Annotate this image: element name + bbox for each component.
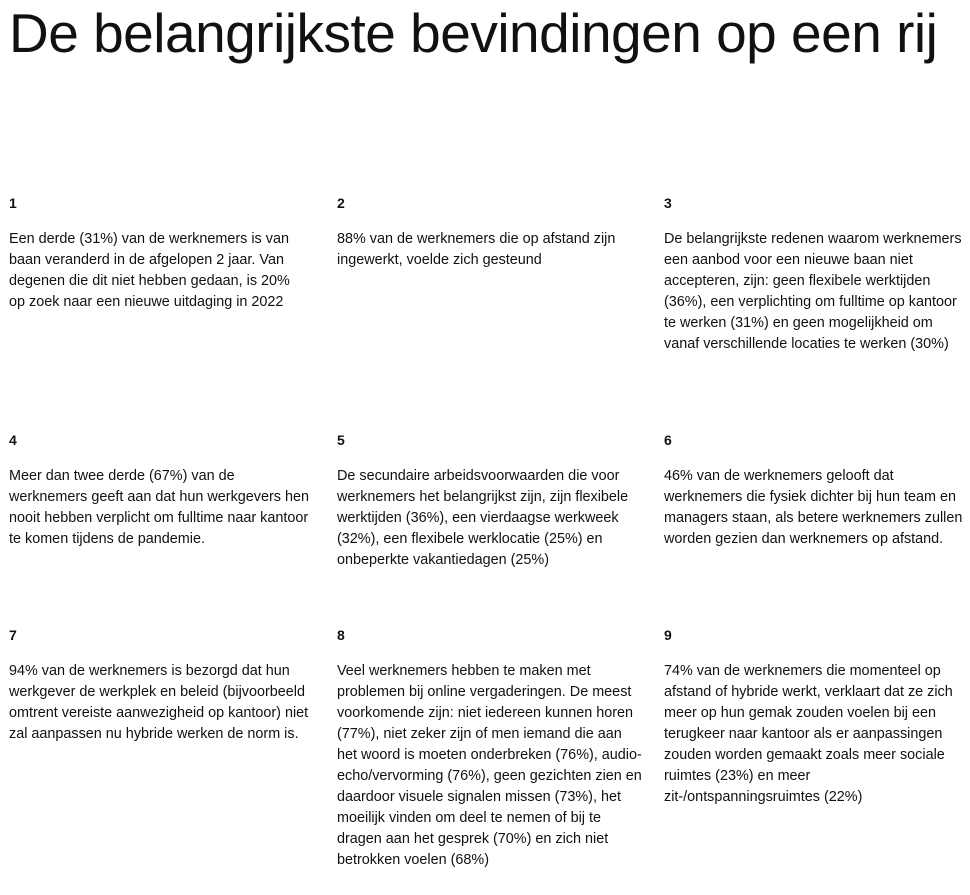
finding-text: 74% van de werknemers die momenteel op afstand of hybride werkt, verklaart dat ze zich meer op hun gemak zouden voelen bij een terugkeer naar kantoor als er aanpassingen zouden worden gemaakt zoals meer sociale ruimtes (23%) en meer zit-/ontspanningsruimtes (22%) — [664, 663, 953, 805]
finding-3 — [664, 194, 969, 352]
finding-number: 6 — [664, 432, 672, 448]
finding-number: 5 — [337, 432, 345, 448]
finding-7 — [9, 626, 309, 742]
finding-number: 1 — [9, 195, 17, 211]
finding-text: Veel werknemers hebben te maken met problemen bij online vergaderingen. De meest voorkomende zijn: niet iedereen kunnen horen (77%), niet zeker zijn of men iemand die aan het woord is moeten onderbreken (76%), audio-echo/vervorming (76%), geen gezichten zien en daardoor visuele signalen missen (73%), het moeilijk vinden om deel te nemen of bij te dragen aan het gesprek (70%) en zich niet betrokken voelen (68%) — [337, 663, 642, 868]
finding-9 — [664, 626, 969, 805]
finding-number: 8 — [337, 627, 345, 643]
finding-text: 94% van de werknemers is bezorgd dat hun werkgever de werkplek en beleid (bijvoorbeeld omtrent vereiste aanwezigheid op kantoor) niet zal aanpassen nu hybride werken de norm is. — [9, 663, 309, 742]
finding-text: Meer dan twee derde (67%) van de werknemers geeft aan dat hun werkgevers hen nooit hebben verplicht om fulltime naar kantoor te komen tijdens de pandemie. — [9, 468, 309, 547]
finding-number: 9 — [664, 627, 672, 643]
finding-text: Een derde (31%) van de werknemers is van baan veranderd in de afgelopen 2 jaar. Van degenen die dit niet hebben gedaan, is 20% op zoek naar een nieuwe uitdaging in 2022 — [9, 231, 290, 310]
finding-number: 2 — [337, 195, 345, 211]
finding-number: 7 — [9, 627, 17, 643]
finding-text: 88% van de werknemers die op afstand zijn ingewerkt, voelde zich gesteund — [337, 231, 616, 268]
finding-number: 3 — [664, 195, 672, 211]
finding-8 — [337, 626, 643, 868]
finding-text: De secundaire arbeidsvoorwaarden die voor werknemers het belangrijkst zijn, zijn flexibele werktijden (36%), een vierdaagse werkweek (32%), een flexibele werklocatie (25%) en onbeperkte vakantiedagen (25%) — [337, 468, 629, 568]
finding-6 — [664, 431, 969, 547]
finding-2 — [337, 194, 643, 268]
finding-5 — [337, 431, 643, 568]
finding-1 — [9, 194, 309, 310]
finding-number: 4 — [9, 432, 17, 448]
finding-text: 46% van de werknemers gelooft dat werknemers die fysiek dichter bij hun team en managers staan, als betere werknemers zullen worden gezien dan werknemers op afstand. — [664, 468, 963, 547]
finding-text: De belangrijkste redenen waarom werknemers een aanbod voor een nieuwe baan niet accepteren, zijn: geen flexibele werktijden (36%), een verplichting om fulltime op kantoor te werken (31%) en geen mogelijkheid om vanaf verschillende locaties te werken (30%) — [664, 231, 962, 352]
finding-4 — [9, 431, 309, 547]
page-title: De belangrijkste bevindingen op een rij — [9, 2, 938, 64]
